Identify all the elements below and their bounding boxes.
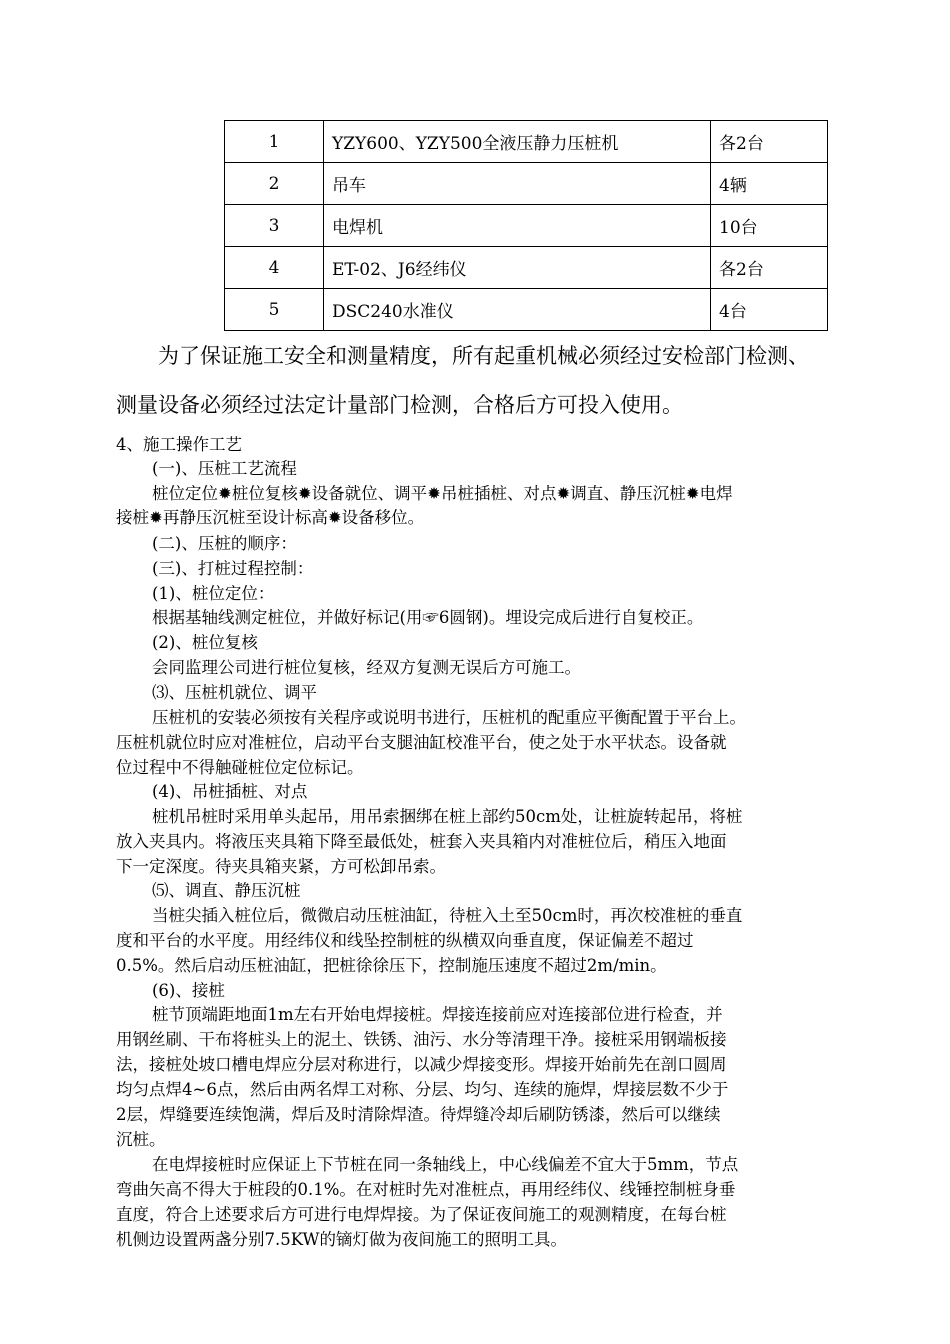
equipment-table [224,120,828,331]
item-title: (1)、桩位定位： [152,584,275,603]
paragraph-line: 压桩机就位时应对准桩位，启动平台支腿油缸校准平台，使之处于水平状态。设备就 [116,733,727,752]
equipment-name: 电焊机 [324,205,711,247]
subsection-title: (三)、打桩过程控制： [152,559,314,578]
subsection-title: (二)、压桩的顺序： [152,534,297,553]
equipment-name: DSC240水准仪 [324,289,711,331]
paragraph-line: 桩位定位✹桩位复核✹设备就位、调平✹吊桩插桩、对点✹调直、静压沉桩✹电焊 [152,484,733,503]
paragraph-line: 当桩尖插入桩位后，微微启动压桩油缸，待桩入土至50cm时，再次校准桩的垂直 [152,906,743,925]
table-row [225,121,828,163]
equipment-quantity: 4辆 [711,163,828,205]
item-title: ⑸、调直、静压沉桩 [152,881,301,900]
row-number: 3 [225,205,324,247]
item-title: (4)、吊桩插桩、对点 [152,782,308,801]
subsection-title: (一)、压桩工艺流程 [152,459,297,478]
safety-note-line: 测量设备必须经过法定计量部门检测，合格后方可投入使用。 [116,393,683,417]
table-row [225,289,828,331]
table-row [225,247,828,289]
paragraph-line: 根据基轴线测定桩位，并做好标记(用☞6圆钢)。埋设完成后进行自复校正。 [152,608,704,627]
equipment-quantity: 各2台 [711,121,828,163]
paragraph-line: 直度，符合上述要求后方可进行电焊焊接。为了保证夜间施工的观测精度，在每台桩 [116,1205,727,1224]
paragraph-line: 下一定深度。待夹具箱夹紧，方可松卸吊索。 [116,857,446,876]
paragraph-line: 法，接桩处坡口槽电焊应分层对称进行，以减少焊接变形。焊接开始前先在剖口圆周 [116,1055,727,1074]
equipment-quantity: 10台 [711,205,828,247]
paragraph-line: 桩节顶端距地面1m左右开始电焊接桩。焊接连接前应对连接部位进行检查，并 [152,1005,723,1024]
table-row [225,205,828,247]
equipment-name: ET-02、J6经纬仪 [324,247,711,289]
paragraph-line: 位过程中不得触碰桩位定位标记。 [116,758,364,777]
paragraph-line: 放入夹具内。将液压夹具箱下降至最低处，桩套入夹具箱内对准桩位后，稍压入地面 [116,832,727,851]
paragraph-line: 会同监理公司进行桩位复核，经双方复测无误后方可施工。 [152,658,581,677]
paragraph-line: 用钢丝刷、干布将桩头上的泥土、铁锈、油污、水分等清理干净。接桩采用钢端板接 [116,1030,727,1049]
equipment-name: YZY600、YZY500全液压静力压桩机 [324,121,711,163]
paragraph-line: 弯曲矢高不得大于桩段的0.1%。在对桩时先对准桩点，再用经纬仪、线锤控制桩身垂 [116,1180,736,1199]
paragraph-line: 2层，焊缝要连续饱满，焊后及时清除焊渣。待焊缝冷却后刷防锈漆，然后可以继续 [116,1105,721,1124]
equipment-name: 吊车 [324,163,711,205]
safety-note-line: 为了保证施工安全和测量精度，所有起重机械必须经过安检部门检测、 [158,344,809,368]
paragraph-line: 沉桩。 [116,1130,166,1149]
row-number: 4 [225,247,324,289]
item-title: ⑶、压桩机就位、调平 [152,683,317,702]
section-heading: 4、施工操作工艺 [116,435,242,454]
row-number: 2 [225,163,324,205]
equipment-quantity: 各2台 [711,247,828,289]
equipment-quantity: 4台 [711,289,828,331]
paragraph-line: 度和平台的水平度。用经纬仪和线坠控制桩的纵横双向垂直度，保证偏差不超过 [116,931,694,950]
paragraph-line: 接桩✹再静压沉桩至设计标高✹设备移位。 [116,508,425,527]
item-title: (6)、接桩 [152,981,225,1000]
paragraph-line: 压桩机的安装必须按有关程序或说明书进行，压桩机的配重应平衡配置于平台上。 [152,708,746,727]
paragraph-line: 机侧边设置两盏分别7.5KW的镝灯做为夜间施工的照明工具。 [116,1230,567,1249]
paragraph-line: 0.5%。然后启动压桩油缸，把桩徐徐压下，控制施压速度不超过2m/min。 [116,956,667,975]
paragraph-line: 均匀点焊4~6点，然后由两名焊工对称、分层、均匀、连续的施焊，焊接层数不少于 [116,1080,729,1099]
paragraph-line: 在电焊接桩时应保证上下节桩在同一条轴线上，中心线偏差不宜大于5mm，节点 [152,1155,739,1174]
row-number: 5 [225,289,324,331]
table-row [225,163,828,205]
item-title: (2)、桩位复核 [152,633,258,652]
paragraph-line: 桩机吊桩时采用单头起吊，用吊索捆绑在桩上部约50cm处，让桩旋转起吊，将桩 [152,807,743,826]
row-number: 1 [225,121,324,163]
